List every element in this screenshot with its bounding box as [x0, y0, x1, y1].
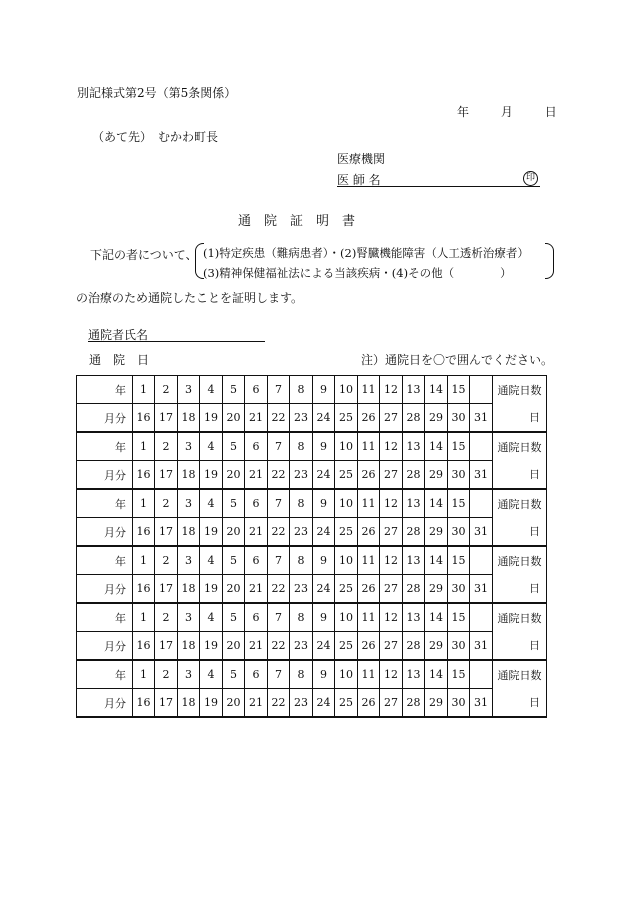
day-cell[interactable]: 20 [223, 404, 245, 433]
day-cell[interactable]: 24 [313, 404, 335, 433]
day-cell[interactable]: 28 [403, 632, 425, 661]
day-cell[interactable]: 25 [335, 461, 358, 490]
date-line [457, 103, 557, 120]
day-cell[interactable]: 24 [313, 689, 335, 718]
day-cell[interactable]: 17 [155, 461, 178, 490]
calendar-row-second-half [77, 689, 547, 718]
month-cell[interactable]: 月分 [77, 461, 133, 490]
day-cell[interactable]: 21 [245, 575, 268, 604]
day-cell[interactable]: 8 [290, 432, 313, 461]
visit-days-label: 通 院 日 [89, 353, 150, 367]
year-cell[interactable]: 年 [77, 546, 133, 575]
visit-count-label: 通院日数 [493, 546, 547, 575]
day-cell[interactable]: 25 [335, 404, 358, 433]
date-month-label: 月 [500, 105, 513, 119]
option-line-1: (1)特定疾患（難病患者）・(2)腎臓機能障害（人工透析治療者） [203, 246, 529, 260]
day-cell[interactable]: 7 [268, 432, 290, 461]
day-cell[interactable]: 3 [178, 489, 200, 518]
day-cell[interactable]: 15 [448, 546, 470, 575]
document-title: 通 院 証 明 書 [238, 214, 356, 229]
month-cell[interactable]: 月分 [77, 689, 133, 718]
day-cell[interactable]: 3 [178, 376, 200, 404]
day-cell[interactable]: 28 [403, 404, 425, 433]
visit-count-label: 通院日数 [493, 660, 547, 689]
day-cell[interactable]: 20 [223, 575, 245, 604]
day-cell[interactable]: 27 [380, 404, 403, 433]
certify-text: の治療のため通院したことを証明します。 [76, 291, 304, 305]
day-cell[interactable]: 21 [245, 461, 268, 490]
day-cell[interactable]: 6 [245, 660, 268, 689]
day-cell[interactable]: 21 [245, 518, 268, 547]
day-cell[interactable]: 2 [155, 603, 178, 632]
day-cell[interactable]: 11 [358, 660, 380, 689]
visit-count-label: 通院日数 [493, 489, 547, 518]
intro-text: 下記の者について、 [90, 248, 198, 262]
day-cell[interactable]: 22 [268, 518, 290, 547]
day-cell[interactable]: 19 [200, 461, 223, 490]
day-cell[interactable]: 12 [380, 376, 403, 404]
day-cell[interactable]: 29 [425, 689, 448, 718]
day-cell[interactable]: 3 [178, 660, 200, 689]
day-cell[interactable]: 10 [335, 660, 358, 689]
day-cell[interactable]: 5 [223, 660, 245, 689]
day-cell[interactable]: 26 [358, 575, 380, 604]
day-cell[interactable]: 8 [290, 660, 313, 689]
day-cell[interactable]: 21 [245, 689, 268, 718]
day-cell[interactable]: 19 [200, 689, 223, 718]
day-cell[interactable]: 11 [358, 376, 380, 404]
day-cell[interactable]: 26 [358, 518, 380, 547]
day-cell[interactable]: 14 [425, 546, 448, 575]
day-cell[interactable]: 6 [245, 432, 268, 461]
year-cell[interactable]: 年 [77, 432, 133, 461]
day-cell[interactable]: 2 [155, 376, 178, 404]
day-cell[interactable]: 27 [380, 689, 403, 718]
day-cell[interactable]: 17 [155, 518, 178, 547]
empty-day-cell [470, 603, 493, 632]
day-cell[interactable]: 31 [470, 461, 493, 490]
day-cell[interactable]: 9 [313, 660, 335, 689]
day-cell[interactable]: 12 [380, 432, 403, 461]
day-cell[interactable]: 28 [403, 689, 425, 718]
day-cell[interactable]: 16 [133, 461, 155, 490]
day-cell[interactable]: 31 [470, 404, 493, 433]
calendar-row-first-half [77, 432, 547, 461]
day-cell[interactable]: 13 [403, 603, 425, 632]
day-cell[interactable]: 15 [448, 660, 470, 689]
visit-calendar-table [76, 375, 547, 718]
day-cell[interactable]: 27 [380, 575, 403, 604]
empty-day-cell [470, 660, 493, 689]
month-cell[interactable]: 月分 [77, 575, 133, 604]
day-cell[interactable]: 13 [403, 660, 425, 689]
day-cell[interactable]: 19 [200, 404, 223, 433]
day-cell[interactable]: 14 [425, 376, 448, 404]
day-cell[interactable]: 23 [290, 518, 313, 547]
day-cell[interactable]: 11 [358, 546, 380, 575]
visit-count-unit[interactable]: 日 [493, 689, 547, 718]
day-cell[interactable]: 26 [358, 689, 380, 718]
day-cell[interactable]: 12 [380, 603, 403, 632]
day-cell[interactable]: 20 [223, 461, 245, 490]
day-cell[interactable]: 17 [155, 404, 178, 433]
day-cell[interactable]: 28 [403, 575, 425, 604]
day-cell[interactable]: 6 [245, 489, 268, 518]
month-cell[interactable]: 月分 [77, 518, 133, 547]
day-cell[interactable]: 10 [335, 603, 358, 632]
calendar-row-second-half [77, 404, 547, 433]
day-cell[interactable]: 31 [470, 689, 493, 718]
options-right-brace [545, 243, 554, 279]
empty-day-cell [470, 376, 493, 404]
day-cell[interactable]: 8 [290, 376, 313, 404]
day-cell[interactable]: 13 [403, 376, 425, 404]
day-cell[interactable]: 26 [358, 404, 380, 433]
visit-count-label: 通院日数 [493, 376, 547, 404]
day-cell[interactable]: 18 [178, 575, 200, 604]
day-cell[interactable]: 6 [245, 603, 268, 632]
day-cell[interactable]: 27 [380, 518, 403, 547]
calendar-row-first-half [77, 660, 547, 689]
day-cell[interactable]: 6 [245, 376, 268, 404]
option-line-2: (3)精神保健福祉法による当該疾病・(4)その他（ ） [203, 266, 512, 280]
day-cell[interactable]: 7 [268, 376, 290, 404]
day-cell[interactable]: 8 [290, 603, 313, 632]
year-cell[interactable]: 年 [77, 489, 133, 518]
day-cell[interactable]: 13 [403, 546, 425, 575]
day-cell[interactable]: 29 [425, 404, 448, 433]
addressee: （あて先） むかわ町長 [92, 130, 219, 144]
date-year-label: 年 [457, 105, 470, 119]
day-cell[interactable]: 1 [133, 603, 155, 632]
day-cell[interactable]: 10 [335, 376, 358, 404]
calendar-row-second-half [77, 575, 547, 604]
day-cell[interactable]: 30 [448, 575, 470, 604]
day-cell[interactable]: 27 [380, 461, 403, 490]
day-cell[interactable]: 13 [403, 432, 425, 461]
day-cell[interactable]: 3 [178, 432, 200, 461]
day-cell[interactable]: 16 [133, 689, 155, 718]
circle-note: 注）通院日を〇で囲んでください。 [361, 353, 554, 367]
day-cell[interactable]: 9 [313, 376, 335, 404]
day-cell[interactable]: 18 [178, 518, 200, 547]
day-cell[interactable]: 30 [448, 518, 470, 547]
day-cell[interactable]: 3 [178, 546, 200, 575]
patient-name-field [88, 326, 265, 342]
day-cell[interactable]: 10 [335, 546, 358, 575]
day-cell[interactable]: 19 [200, 518, 223, 547]
day-cell[interactable]: 28 [403, 518, 425, 547]
day-cell[interactable]: 4 [200, 603, 223, 632]
visit-count-unit[interactable]: 日 [493, 632, 547, 661]
day-cell[interactable]: 16 [133, 404, 155, 433]
day-cell[interactable]: 29 [425, 575, 448, 604]
day-cell[interactable]: 25 [335, 632, 358, 661]
day-cell[interactable]: 9 [313, 546, 335, 575]
day-cell[interactable]: 5 [223, 489, 245, 518]
day-cell[interactable]: 9 [313, 489, 335, 518]
day-cell[interactable]: 9 [313, 432, 335, 461]
day-cell[interactable]: 5 [223, 546, 245, 575]
day-cell[interactable]: 20 [223, 632, 245, 661]
day-cell[interactable]: 29 [425, 518, 448, 547]
day-cell[interactable]: 30 [448, 461, 470, 490]
day-cell[interactable]: 7 [268, 546, 290, 575]
day-cell[interactable]: 7 [268, 489, 290, 518]
day-cell[interactable]: 2 [155, 660, 178, 689]
day-cell[interactable]: 27 [380, 632, 403, 661]
visit-count-label: 通院日数 [493, 432, 547, 461]
day-cell[interactable]: 4 [200, 432, 223, 461]
day-cell[interactable]: 10 [335, 489, 358, 518]
day-cell[interactable]: 15 [448, 603, 470, 632]
day-cell[interactable]: 14 [425, 489, 448, 518]
day-cell[interactable]: 30 [448, 689, 470, 718]
day-cell[interactable]: 11 [358, 489, 380, 518]
day-cell[interactable]: 26 [358, 632, 380, 661]
day-cell[interactable]: 15 [448, 489, 470, 518]
day-cell[interactable]: 16 [133, 518, 155, 547]
day-cell[interactable]: 17 [155, 689, 178, 718]
visit-count-unit[interactable]: 日 [493, 404, 547, 433]
day-cell[interactable]: 20 [223, 689, 245, 718]
day-cell[interactable]: 31 [470, 575, 493, 604]
day-cell[interactable]: 18 [178, 461, 200, 490]
day-cell[interactable]: 7 [268, 603, 290, 632]
day-cell[interactable]: 8 [290, 489, 313, 518]
day-cell[interactable]: 31 [470, 632, 493, 661]
day-cell[interactable]: 4 [200, 376, 223, 404]
day-cell[interactable]: 5 [223, 603, 245, 632]
calendar-row-first-half [77, 376, 547, 404]
day-cell[interactable]: 7 [268, 660, 290, 689]
day-cell[interactable]: 13 [403, 489, 425, 518]
day-cell[interactable]: 23 [290, 461, 313, 490]
day-cell[interactable]: 18 [178, 404, 200, 433]
day-cell[interactable]: 1 [133, 432, 155, 461]
day-cell[interactable]: 18 [178, 632, 200, 661]
day-cell[interactable]: 22 [268, 404, 290, 433]
calendar-row-first-half [77, 603, 547, 632]
day-cell[interactable]: 2 [155, 432, 178, 461]
month-cell[interactable]: 月分 [77, 632, 133, 661]
day-cell[interactable]: 8 [290, 546, 313, 575]
day-cell[interactable]: 17 [155, 575, 178, 604]
visit-count-label: 通院日数 [493, 603, 547, 632]
patient-name-label: 通院者氏名 [88, 328, 149, 342]
day-cell[interactable]: 9 [313, 603, 335, 632]
day-cell[interactable]: 25 [335, 518, 358, 547]
day-cell[interactable]: 1 [133, 546, 155, 575]
day-cell[interactable]: 19 [200, 575, 223, 604]
empty-day-cell [470, 432, 493, 461]
day-cell[interactable]: 28 [403, 461, 425, 490]
day-cell[interactable]: 12 [380, 546, 403, 575]
day-cell[interactable]: 29 [425, 461, 448, 490]
day-cell[interactable]: 31 [470, 518, 493, 547]
year-cell[interactable]: 年 [77, 660, 133, 689]
day-cell[interactable]: 4 [200, 489, 223, 518]
day-cell[interactable]: 30 [448, 404, 470, 433]
day-cell[interactable]: 24 [313, 575, 335, 604]
day-cell[interactable]: 2 [155, 489, 178, 518]
form-number: 別記様式第2号（第5条関係） [77, 86, 237, 100]
day-cell[interactable]: 12 [380, 489, 403, 518]
day-cell[interactable]: 21 [245, 404, 268, 433]
day-cell[interactable]: 1 [133, 489, 155, 518]
year-cell[interactable]: 年 [77, 603, 133, 632]
calendar-row-first-half [77, 489, 547, 518]
day-cell[interactable]: 30 [448, 632, 470, 661]
day-cell[interactable]: 14 [425, 603, 448, 632]
day-cell[interactable]: 23 [290, 404, 313, 433]
day-cell[interactable]: 2 [155, 546, 178, 575]
day-cell[interactable]: 29 [425, 632, 448, 661]
day-cell[interactable]: 11 [358, 603, 380, 632]
day-cell[interactable]: 24 [313, 632, 335, 661]
calendar-row-second-half [77, 461, 547, 490]
day-cell[interactable]: 16 [133, 575, 155, 604]
year-cell[interactable]: 年 [77, 376, 133, 404]
day-cell[interactable]: 24 [313, 461, 335, 490]
empty-day-cell [470, 489, 493, 518]
medical-institution-label: 医療機関 [337, 152, 386, 166]
day-cell[interactable]: 22 [268, 632, 290, 661]
visit-count-unit[interactable]: 日 [493, 575, 547, 604]
day-cell[interactable]: 21 [245, 632, 268, 661]
day-cell[interactable]: 23 [290, 689, 313, 718]
visit-count-unit[interactable]: 日 [493, 518, 547, 547]
day-cell[interactable]: 15 [448, 376, 470, 404]
day-cell[interactable]: 18 [178, 689, 200, 718]
day-cell[interactable]: 11 [358, 432, 380, 461]
day-cell[interactable]: 14 [425, 660, 448, 689]
day-cell[interactable]: 26 [358, 461, 380, 490]
day-cell[interactable]: 12 [380, 660, 403, 689]
day-cell[interactable]: 6 [245, 546, 268, 575]
day-cell[interactable]: 24 [313, 518, 335, 547]
day-cell[interactable]: 22 [268, 575, 290, 604]
day-cell[interactable]: 4 [200, 660, 223, 689]
day-cell[interactable]: 1 [133, 660, 155, 689]
day-cell[interactable]: 23 [290, 632, 313, 661]
day-cell[interactable]: 22 [268, 689, 290, 718]
day-cell[interactable]: 22 [268, 461, 290, 490]
day-cell[interactable]: 15 [448, 432, 470, 461]
day-cell[interactable]: 10 [335, 432, 358, 461]
doctor-name-field [337, 171, 540, 187]
day-cell[interactable]: 19 [200, 632, 223, 661]
visit-count-unit[interactable]: 日 [493, 461, 547, 490]
day-cell[interactable]: 17 [155, 632, 178, 661]
day-cell[interactable]: 3 [178, 603, 200, 632]
day-cell[interactable]: 14 [425, 432, 448, 461]
empty-day-cell [470, 546, 493, 575]
month-cell[interactable]: 月分 [77, 404, 133, 433]
day-cell[interactable]: 1 [133, 376, 155, 404]
seal-mark: 印 [523, 171, 538, 186]
day-cell[interactable]: 23 [290, 575, 313, 604]
calendar-row-first-half [77, 546, 547, 575]
day-cell[interactable]: 5 [223, 376, 245, 404]
day-cell[interactable]: 5 [223, 432, 245, 461]
day-cell[interactable]: 4 [200, 546, 223, 575]
calendar-row-second-half [77, 632, 547, 661]
day-cell[interactable]: 25 [335, 575, 358, 604]
day-cell[interactable]: 25 [335, 689, 358, 718]
day-cell[interactable]: 16 [133, 632, 155, 661]
day-cell[interactable]: 20 [223, 518, 245, 547]
doctor-name-label: 医 師 名 [337, 173, 381, 187]
calendar-row-second-half [77, 518, 547, 547]
date-day-label: 日 [544, 105, 557, 119]
